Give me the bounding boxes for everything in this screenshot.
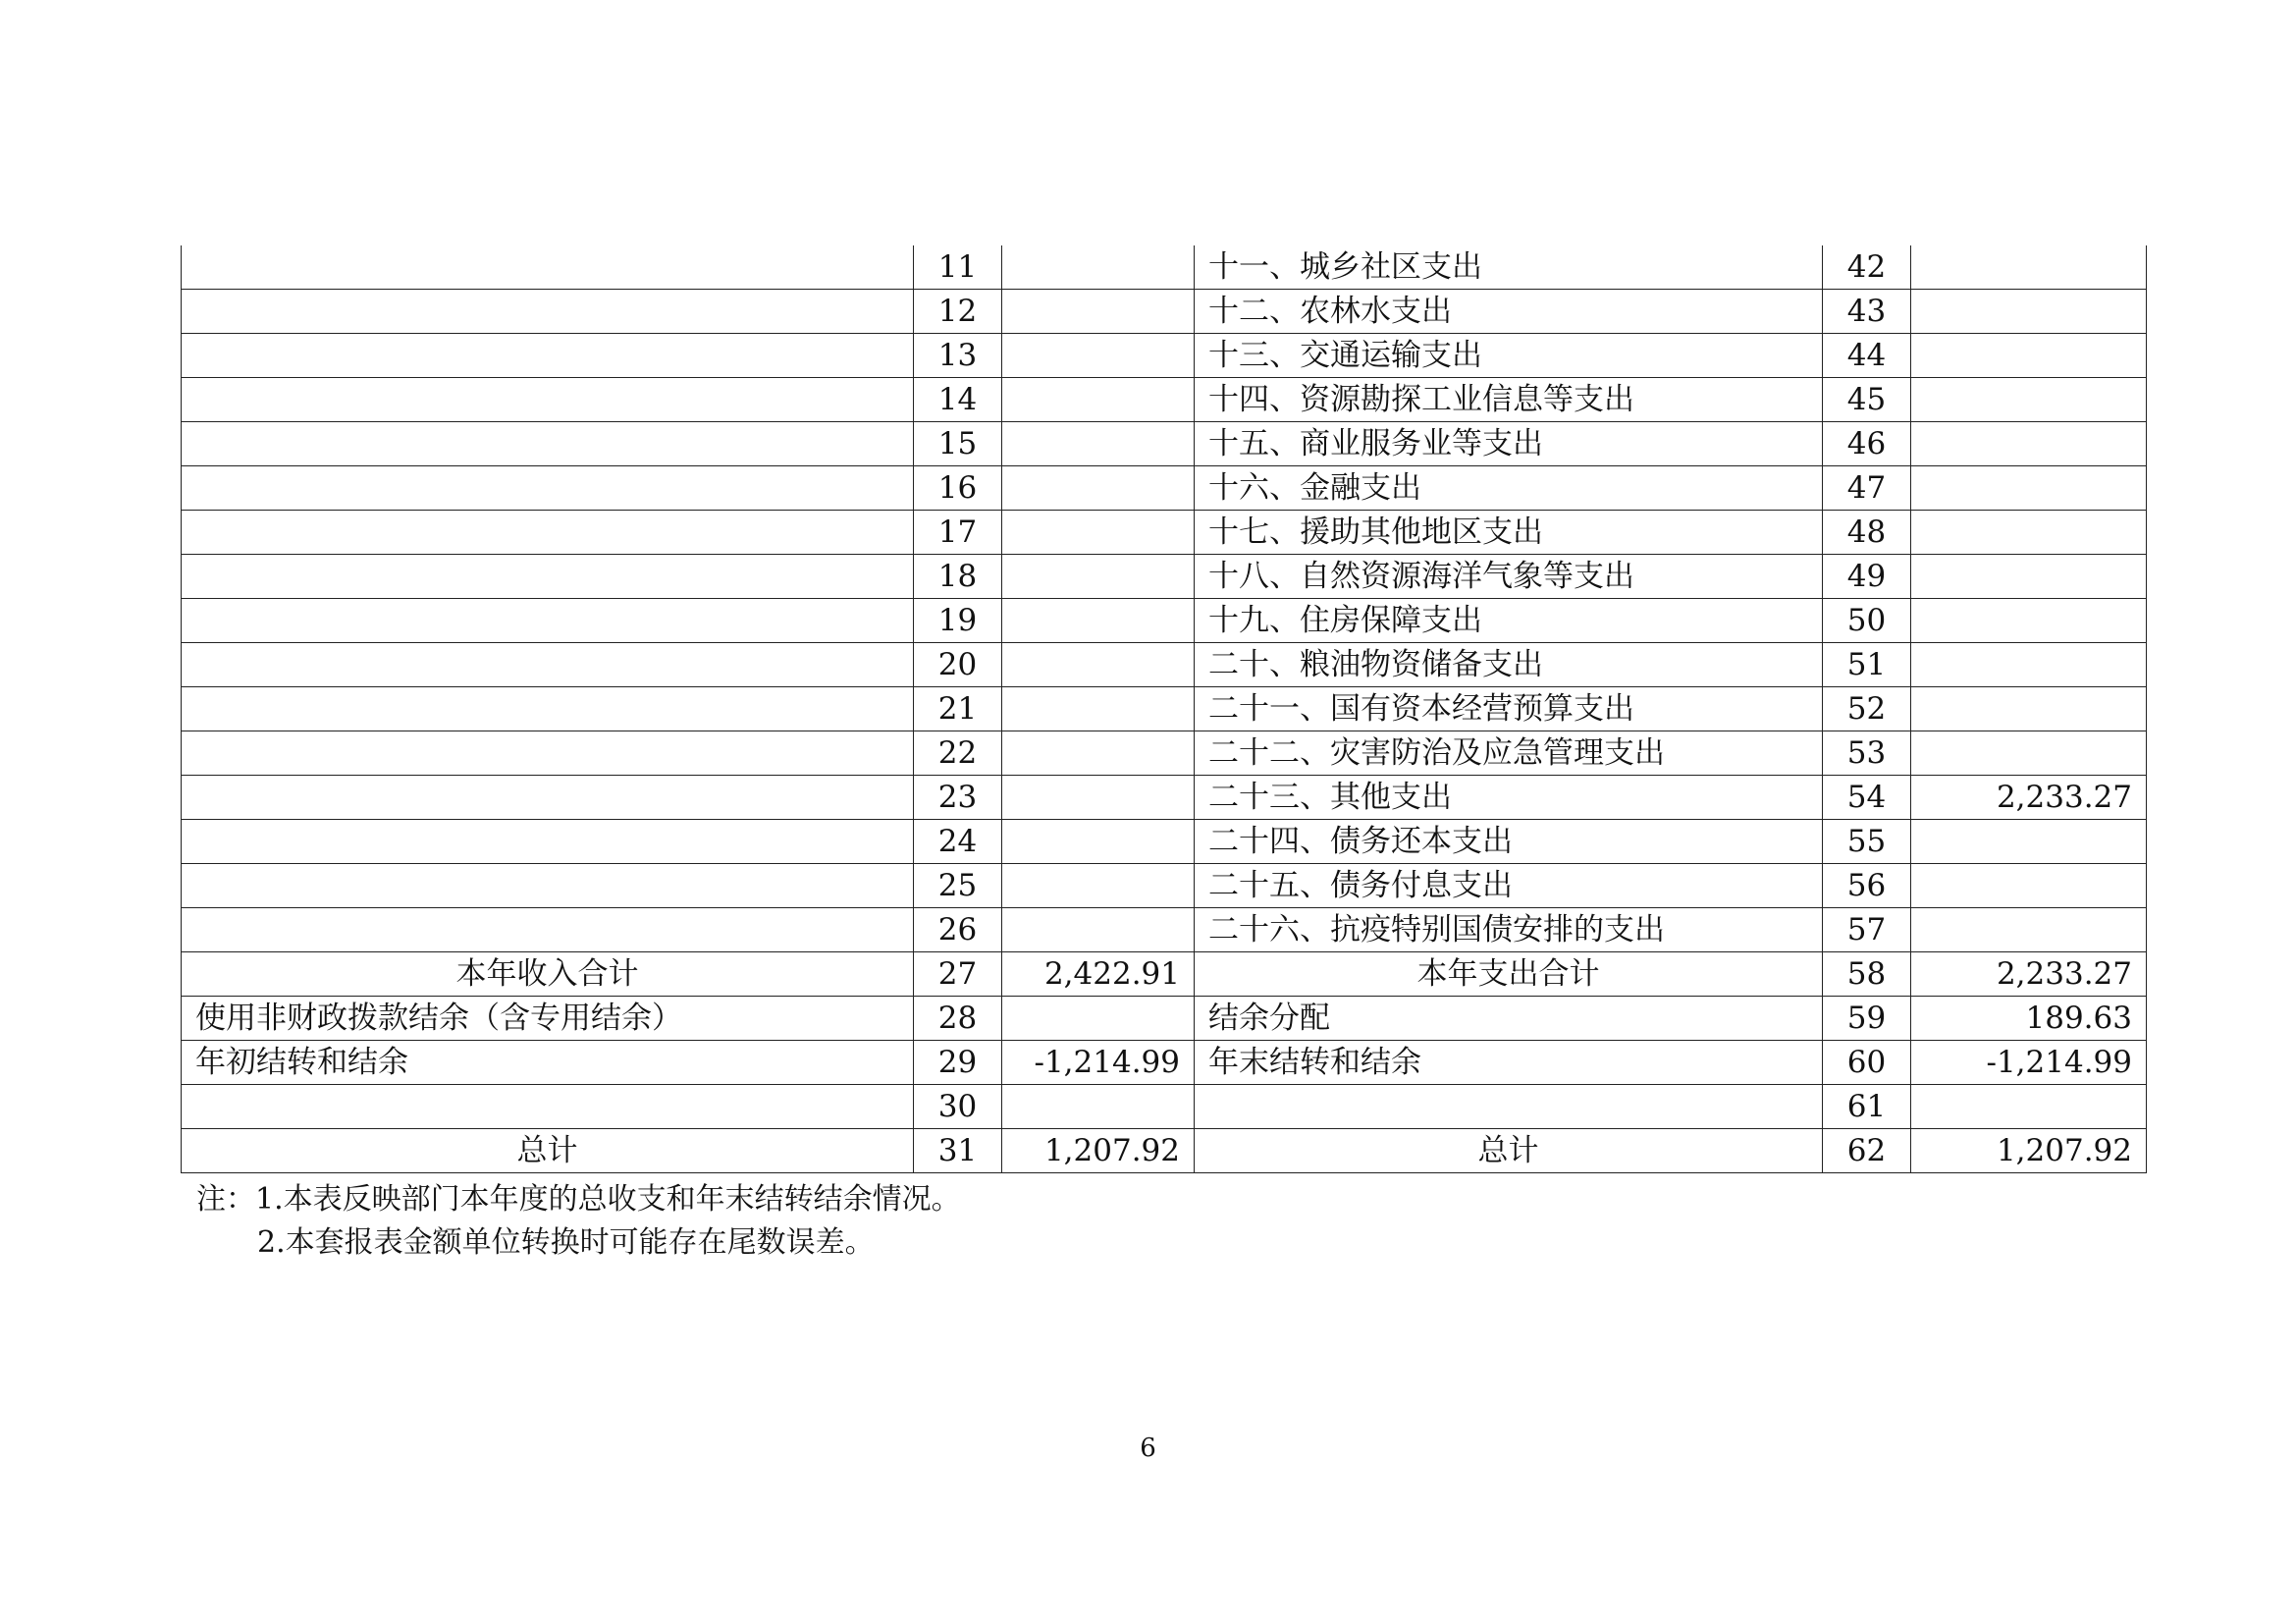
blank-left-amount xyxy=(1002,1085,1195,1129)
table-row xyxy=(182,643,2147,687)
table-row xyxy=(182,378,2147,422)
non-fiscal-balance-label: 使用非财政拨款结余（含专用结余） xyxy=(182,997,914,1041)
expense-total-label: 本年支出合计 xyxy=(1195,952,1823,997)
expense-item-amount xyxy=(1911,555,2147,599)
right-row-number: 53 xyxy=(1823,731,1911,776)
left-amount xyxy=(1002,466,1195,511)
expense-item-label: 十八、自然资源海洋气象等支出 xyxy=(1195,555,1823,599)
expense-item-label: 二十六、抗疫特别国债安排的支出 xyxy=(1195,908,1823,952)
left-row-number: 25 xyxy=(914,864,1002,908)
left-amount xyxy=(1002,820,1195,864)
expense-item-label: 十六、金融支出 xyxy=(1195,466,1823,511)
left-label xyxy=(182,864,914,908)
grand-total-right-label: 总计 xyxy=(1195,1129,1823,1173)
right-row-number: 50 xyxy=(1823,599,1911,643)
grand-total-right-amount: 1,207.92 xyxy=(1911,1129,2147,1173)
left-label xyxy=(182,245,914,290)
closing-balance-no: 60 xyxy=(1823,1041,1911,1085)
left-label xyxy=(182,908,914,952)
left-amount xyxy=(1002,776,1195,820)
left-row-number: 22 xyxy=(914,731,1002,776)
left-amount xyxy=(1002,378,1195,422)
expense-item-amount xyxy=(1911,511,2147,555)
blank-right-label xyxy=(1195,1085,1823,1129)
right-row-number: 42 xyxy=(1823,245,1911,290)
left-label xyxy=(182,599,914,643)
left-row-number: 20 xyxy=(914,643,1002,687)
expense-item-amount xyxy=(1911,466,2147,511)
grand-total-right-no: 62 xyxy=(1823,1129,1911,1173)
left-amount xyxy=(1002,290,1195,334)
table-row xyxy=(182,334,2147,378)
right-row-number: 43 xyxy=(1823,290,1911,334)
expense-item-amount xyxy=(1911,599,2147,643)
expense-item-amount xyxy=(1911,643,2147,687)
table-row xyxy=(182,511,2147,555)
left-row-number: 15 xyxy=(914,422,1002,466)
right-row-number: 55 xyxy=(1823,820,1911,864)
left-row-number: 12 xyxy=(914,290,1002,334)
left-amount xyxy=(1002,422,1195,466)
table-row xyxy=(182,290,2147,334)
expense-item-label: 十七、援助其他地区支出 xyxy=(1195,511,1823,555)
table-row xyxy=(182,599,2147,643)
opening-balance-no: 29 xyxy=(914,1041,1002,1085)
table-row-income-total xyxy=(182,952,2147,997)
left-row-number: 18 xyxy=(914,555,1002,599)
left-amount xyxy=(1002,908,1195,952)
table-row xyxy=(182,820,2147,864)
summary-rows xyxy=(182,952,2147,1173)
left-label xyxy=(182,687,914,731)
left-row-number: 11 xyxy=(914,245,1002,290)
expense-item-label: 二十二、灾害防治及应急管理支出 xyxy=(1195,731,1823,776)
table-row-blank xyxy=(182,1085,2147,1129)
expense-item-label: 十三、交通运输支出 xyxy=(1195,334,1823,378)
income-total-amount: 2,422.91 xyxy=(1002,952,1195,997)
left-label xyxy=(182,820,914,864)
expense-item-amount xyxy=(1911,378,2147,422)
expense-item-amount xyxy=(1911,290,2147,334)
left-row-number: 21 xyxy=(914,687,1002,731)
right-row-number: 49 xyxy=(1823,555,1911,599)
closing-balance-amount: -1,214.99 xyxy=(1911,1041,2147,1085)
left-row-number: 26 xyxy=(914,908,1002,952)
left-row-number: 16 xyxy=(914,466,1002,511)
table-row xyxy=(182,731,2147,776)
opening-balance-label: 年初结转和结余 xyxy=(182,1041,914,1085)
left-label xyxy=(182,334,914,378)
left-row-number: 23 xyxy=(914,776,1002,820)
income-total-no: 27 xyxy=(914,952,1002,997)
left-amount xyxy=(1002,643,1195,687)
left-amount xyxy=(1002,334,1195,378)
table-row xyxy=(182,687,2147,731)
left-amount xyxy=(1002,245,1195,290)
right-row-number: 57 xyxy=(1823,908,1911,952)
right-row-number: 51 xyxy=(1823,643,1911,687)
blank-left-label xyxy=(182,1085,914,1129)
right-row-number: 48 xyxy=(1823,511,1911,555)
expense-item-amount xyxy=(1911,908,2147,952)
expense-item-label: 十九、住房保障支出 xyxy=(1195,599,1823,643)
expense-item-amount xyxy=(1911,422,2147,466)
income-expense-table xyxy=(181,245,2147,1173)
left-amount xyxy=(1002,511,1195,555)
left-label xyxy=(182,466,914,511)
expense-item-label: 二十一、国有资本经营预算支出 xyxy=(1195,687,1823,731)
blank-left-no: 30 xyxy=(914,1085,1002,1129)
left-row-number: 14 xyxy=(914,378,1002,422)
left-label xyxy=(182,776,914,820)
expense-item-label: 十五、商业服务业等支出 xyxy=(1195,422,1823,466)
table-row xyxy=(182,864,2147,908)
table-row xyxy=(182,422,2147,466)
non-fiscal-balance-no: 28 xyxy=(914,997,1002,1041)
left-label xyxy=(182,511,914,555)
left-amount xyxy=(1002,731,1195,776)
table-row-balances xyxy=(182,1041,2147,1085)
surplus-distribution-no: 59 xyxy=(1823,997,1911,1041)
opening-balance-amount: -1,214.99 xyxy=(1002,1041,1195,1085)
table-note-1: 注：1.本表反映部门本年度的总收支和年末结转结余情况。 xyxy=(196,1182,961,1217)
grand-total-left-label: 总计 xyxy=(182,1129,914,1173)
expense-item-amount xyxy=(1911,820,2147,864)
left-amount xyxy=(1002,555,1195,599)
right-row-number: 54 xyxy=(1823,776,1911,820)
non-fiscal-balance-amount xyxy=(1002,997,1195,1041)
grand-total-left-no: 31 xyxy=(914,1129,1002,1173)
expense-item-amount xyxy=(1911,864,2147,908)
right-row-number: 56 xyxy=(1823,864,1911,908)
table-note-2: 2.本套报表金额单位转换时可能存在尾数误差。 xyxy=(257,1225,875,1260)
expense-item-amount xyxy=(1911,245,2147,290)
expense-item-label: 二十三、其他支出 xyxy=(1195,776,1823,820)
expense-item-label: 十四、资源勘探工业信息等支出 xyxy=(1195,378,1823,422)
left-row-number: 19 xyxy=(914,599,1002,643)
blank-right-no: 61 xyxy=(1823,1085,1911,1129)
expense-item-amount xyxy=(1911,334,2147,378)
expense-item-label: 十二、农林水支出 xyxy=(1195,290,1823,334)
expense-item-amount: 2,233.27 xyxy=(1911,776,2147,820)
grand-total-left-amount: 1,207.92 xyxy=(1002,1129,1195,1173)
page-number: 6 xyxy=(1140,1434,1156,1463)
income-total-label: 本年收入合计 xyxy=(182,952,914,997)
expense-item-label: 二十四、债务还本支出 xyxy=(1195,820,1823,864)
right-row-number: 45 xyxy=(1823,378,1911,422)
right-row-number: 46 xyxy=(1823,422,1911,466)
table-body xyxy=(182,245,2147,952)
expense-total-amount: 2,233.27 xyxy=(1911,952,2147,997)
closing-balance-label: 年末结转和结余 xyxy=(1195,1041,1823,1085)
left-amount xyxy=(1002,687,1195,731)
table-row-balance-usage xyxy=(182,997,2147,1041)
expense-item-amount xyxy=(1911,687,2147,731)
table-row xyxy=(182,466,2147,511)
expense-item-label: 十一、城乡社区支出 xyxy=(1195,245,1823,290)
left-label xyxy=(182,422,914,466)
left-label xyxy=(182,378,914,422)
table-row-grand-total xyxy=(182,1129,2147,1173)
right-row-number: 44 xyxy=(1823,334,1911,378)
expense-item-amount xyxy=(1911,731,2147,776)
table-row xyxy=(182,776,2147,820)
expense-item-label: 二十、粮油物资储备支出 xyxy=(1195,643,1823,687)
expense-total-no: 58 xyxy=(1823,952,1911,997)
surplus-distribution-amount: 189.63 xyxy=(1911,997,2147,1041)
left-label xyxy=(182,643,914,687)
surplus-distribution-label: 结余分配 xyxy=(1195,997,1823,1041)
left-row-number: 17 xyxy=(914,511,1002,555)
left-label xyxy=(182,731,914,776)
table-row xyxy=(182,908,2147,952)
table-row xyxy=(182,555,2147,599)
right-row-number: 52 xyxy=(1823,687,1911,731)
left-label xyxy=(182,555,914,599)
left-amount xyxy=(1002,864,1195,908)
expense-item-label: 二十五、债务付息支出 xyxy=(1195,864,1823,908)
left-label xyxy=(182,290,914,334)
left-amount xyxy=(1002,599,1195,643)
blank-right-amount xyxy=(1911,1085,2147,1129)
left-row-number: 13 xyxy=(914,334,1002,378)
table-row xyxy=(182,245,2147,290)
right-row-number: 47 xyxy=(1823,466,1911,511)
left-row-number: 24 xyxy=(914,820,1002,864)
